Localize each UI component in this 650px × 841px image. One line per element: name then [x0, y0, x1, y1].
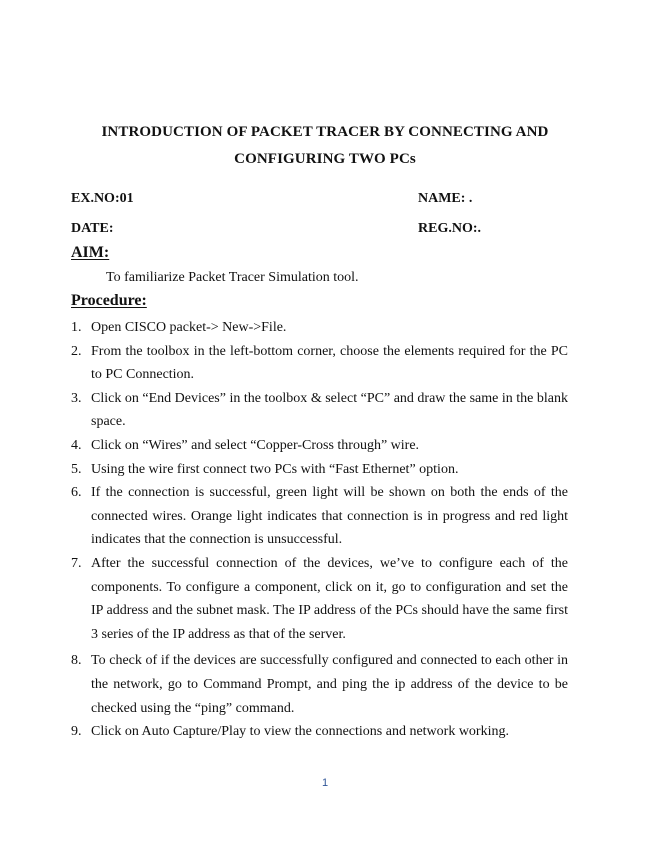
step-text: Click on “End Devices” in the toolbox & select “PC” and draw the same in the blank space. [91, 390, 568, 430]
step-text: If the connection is successful, green light will be shown on both the ends of the connected wires. Orange light indicates that connection is in progress and red light indicates that the connection is unsuccessful. [91, 485, 568, 548]
procedure-heading: Procedure: [71, 292, 147, 309]
procedure-step [71, 316, 568, 340]
procedure-step [71, 481, 568, 552]
procedure-step [71, 434, 568, 458]
procedure-step [71, 340, 568, 387]
title-line-1: INTRODUCTION OF PACKET TRACER BY CONNECTING AND [101, 124, 549, 140]
step-number: 6. [71, 485, 82, 501]
procedure-step [71, 649, 568, 720]
step-number: 7. [71, 555, 82, 571]
date-label: DATE: [71, 221, 114, 236]
step-number: 4. [71, 437, 82, 453]
procedure-step [71, 387, 568, 434]
procedure-list [71, 316, 568, 744]
step-number: 9. [71, 724, 82, 740]
name-label: NAME: . [418, 191, 473, 206]
aim-text: To familiarize Packet Tracer Simulation tool. [106, 270, 359, 285]
step-text: To check of if the devices are successfully configured and connected to each other in the network, go to Command Prompt, and ping the ip address of the device to be checked using the “ping” command. [91, 653, 568, 716]
step-number: 8. [71, 653, 82, 669]
procedure-step [71, 552, 568, 646]
step-text: Click on “Wires” and select “Copper-Cross through” wire. [91, 437, 420, 453]
step-text: From the toolbox in the left-bottom corner, choose the elements required for the PC to PC Connection. [91, 343, 568, 383]
procedure-step [71, 458, 568, 482]
ex-no-label: EX.NO:01 [71, 191, 134, 206]
title-line-2: CONFIGURING TWO PCs [234, 151, 416, 167]
step-number: 1. [71, 320, 82, 335]
procedure-step [71, 720, 568, 744]
reg-no-label: REG.NO:. [418, 221, 481, 236]
step-number: 2. [71, 343, 82, 359]
step-text: Using the wire first connect two PCs with “Fast Ethernet” option. [91, 461, 459, 477]
aim-heading: AIM: [71, 244, 110, 261]
step-text: Click on Auto Capture/Play to view the connections and network working. [91, 724, 509, 740]
step-text: Open CISCO packet-> New->File. [91, 320, 287, 335]
step-text: After the successful connection of the devices, we’ve to configure each of the components. To configure a component, click on it, go to configuration and set the IP address and the subnet mask. The IP address of the PCs should have the same first 3 series of the IP address as that of the server. [91, 555, 568, 642]
step-number: 5. [71, 461, 82, 477]
page-number: 1 [321, 777, 329, 789]
step-number: 3. [71, 390, 82, 406]
